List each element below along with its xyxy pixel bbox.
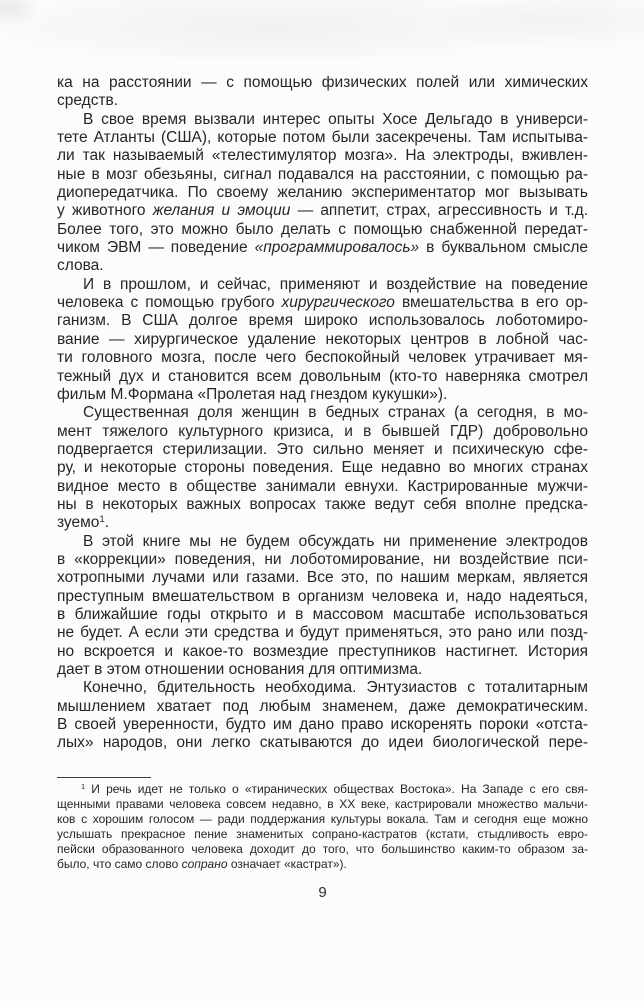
text-line: в «коррекции» поведения, ни лоботомирование, ни воздействие пси-: [57, 550, 588, 568]
text-line: ли так называемый «телестимулятор мозга». На электроды, вживлен-: [57, 147, 588, 165]
paragraph-delgado: [57, 111, 588, 276]
page-number: 9: [318, 884, 327, 901]
text-line: вание — хирургическое удаление некоторых центров в лобной час-: [57, 330, 588, 348]
text-line: лых» народов, они легко скатываются до идеи биологической пере-: [57, 734, 588, 752]
text-line: щенными правами человека совсем недавно, в XX веке, кастрировали множество мальчи-: [57, 797, 588, 812]
text-line: тежный дух и становится всем довольным (кто-то наверняка смотрел: [57, 367, 588, 385]
text-line: зуемо$^1$.: [57, 513, 110, 532]
text-line: В своей уверенности, будто им дано право искоренять пороки «отста-: [57, 716, 588, 734]
footnote-separator: [57, 777, 151, 778]
paragraph-surgery: [57, 276, 588, 404]
text-line: не будет. А если эти средства и будут применяться, это рано или позд-: [57, 624, 588, 642]
text-line: подвергается стерилизации. Это сильно меняет и психическую сфе-: [57, 440, 588, 458]
text-line: дает в этом отношении основания для оптимизма.: [57, 661, 423, 678]
page-body-text: [57, 74, 588, 753]
text-line: хотропными лучами или газами. Все это, по нашим меркам, является: [57, 569, 588, 587]
footnote-marker: 1: [81, 781, 86, 791]
text-line: ганизм. В США долгое время широко использовалось лоботомиро-: [57, 312, 588, 330]
paragraph-sterilization: [57, 404, 588, 532]
text-line: слова.: [57, 257, 104, 275]
paragraph-continuation: [57, 74, 588, 111]
text-line: И в прошлом, и сейчас, применяют и воздействие на поведение: [83, 275, 588, 293]
text-line: ные в мозг обезьяны, сигнал подавался на расстоянии, с помощью ра-: [57, 165, 588, 183]
text-line: чиком ЭВМ — поведение «программировалось» в буквальном смысле: [57, 239, 588, 257]
paragraph-vigilance: [57, 679, 588, 752]
text-line: ка на расстоянии — с помощью физических полей или химических: [57, 74, 588, 91]
footnote-1: [57, 782, 588, 873]
text-line: но вскроется и какое-то возмездие преступников настигнет. История: [57, 642, 588, 660]
text-line: фильм М.Формана «Пролетая над гнездом кукушки»).: [57, 385, 448, 403]
text-line: человека с помощью грубого хирургического вмешательства в его ор-: [57, 294, 588, 312]
text-line: было, что само слово сопрано означает «кастрат»).: [57, 857, 347, 872]
text-line: $^1$ И речь идет не только о «тиранических обществах Востока». На Западе с его свя-: [81, 781, 588, 796]
text-line: ков с хорошим голосом — ради поддержания культуры вокала. Там и сегодня еще можно: [57, 812, 588, 827]
text-line: ны в некоторых важных вопросах также ведут себя вполне предска-: [57, 495, 588, 513]
text-line: ру, и некоторые стороны поведения. Еще недавно во многих странах: [57, 459, 588, 477]
text-line: у животного желания и эмоции — аппетит, страх, агрессивность и т.д.: [57, 202, 589, 220]
scan-artifact-top: [0, 0, 644, 58]
text-line: видное место в обществе занимали евнухи. Кастрированные мужчи-: [57, 477, 588, 495]
text-line: тете Атланты (США), которые потом были засекречены. Там испытыва-: [57, 129, 588, 147]
text-line: В этой книге мы не будем обсуждать ни применение электродов: [83, 532, 588, 550]
paragraph-book-scope: [57, 533, 588, 680]
scan-artifact-corner: [0, 0, 38, 26]
text-line: мент тяжелого культурного кризиса, и в бывшей ГДР) добровольно: [57, 422, 588, 440]
text-line: Существенная доля женщин в бедных странах (а сегодня, в мо-: [83, 404, 588, 422]
text-line: средств.: [57, 92, 119, 110]
text-line: ти головного мозга, после чего беспокойный человек утрачивает мя-: [57, 349, 588, 367]
text-line: Более того, это можно было делать с помощью снабженной передат-: [57, 220, 588, 238]
text-line: диопередатчика. По своему желанию экспериментатор мог вызывать: [57, 184, 588, 202]
text-line: мышлением хватает под любым знаменем, даже демократическим.: [57, 697, 588, 715]
text-line: пейски образованного человека доходит до того, что большинство каким-то образом за-: [57, 842, 588, 857]
text-line: В свое время вызвали интерес опыты Хосе Дельгадо в универси-: [83, 110, 588, 128]
text-line: услышать прекрасное пение знаменитых сопрано-кастратов (кстати, стыдливость евро-: [57, 827, 588, 842]
text-line: преступным вмешательством в организм человека и, надо надеяться,: [57, 587, 588, 605]
text-line: в ближайшие годы открыто и в массовом масштабе использоваться: [57, 605, 588, 623]
footnote-block: [57, 782, 588, 873]
text-line: Конечно, бдительность необходима. Энтузиастов с тоталитарным: [83, 679, 588, 697]
footnote-marker: 1: [99, 513, 105, 525]
